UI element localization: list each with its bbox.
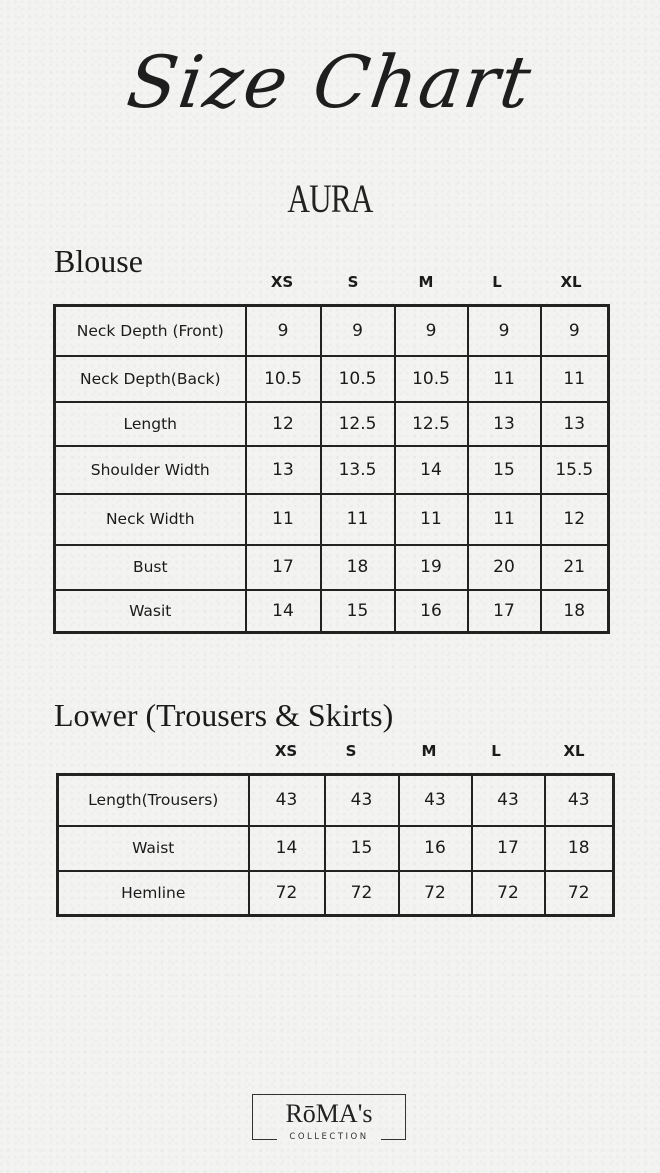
page-title: Size Chart [122,40,538,124]
table-row [55,306,609,356]
size-value-cell: 9 [541,306,609,356]
row-label: Neck Depth (Front) [55,306,246,356]
size-header: L [491,742,501,760]
size-value-cell: 21 [541,545,609,590]
table-row [55,446,609,494]
size-value-cell: 11 [321,494,395,545]
size-value-cell: 43 [545,775,614,826]
collection-name: AURA [287,176,373,221]
size-value-cell: 12.5 [321,402,395,446]
lower-section-title: Lower (Trousers & Skirts) [54,697,394,733]
size-value-cell: 11 [395,494,468,545]
table-row [55,545,609,590]
table-row [55,402,609,446]
size-value-cell: 15 [468,446,541,494]
row-label: Bust [55,545,246,590]
size-value-cell: 16 [399,826,472,871]
size-header: M [418,273,434,291]
size-value-cell: 13 [468,402,541,446]
row-label: Waist [58,826,249,871]
brand-logo [252,1094,406,1140]
blouse-size-table [53,304,610,634]
size-header: XS [274,742,298,760]
size-value-cell: 72 [399,871,472,916]
row-label: Shoulder Width [55,446,246,494]
size-value-cell: 9 [468,306,541,356]
size-value-cell: 9 [246,306,321,356]
size-value-cell: 11 [468,494,541,545]
logo-name: RōMA's [285,1099,373,1128]
size-value-cell: 15 [321,590,395,633]
size-header: L [492,273,502,291]
size-value-cell: 14 [246,590,321,633]
size-header: S [347,273,359,291]
size-value-cell: 10.5 [395,356,468,402]
size-value-cell: 10.5 [246,356,321,402]
size-header: M [421,742,437,760]
blouse-section-title: Blouse [54,243,143,279]
size-header: S [345,742,357,760]
size-value-cell: 16 [395,590,468,633]
table-row [55,356,609,402]
size-value-cell: 17 [472,826,545,871]
size-value-cell: 13 [541,402,609,446]
size-header: XL [563,742,585,760]
lower-size-table [56,773,615,917]
row-label: Length [55,402,246,446]
size-value-cell: 43 [325,775,399,826]
size-value-cell: 10.5 [321,356,395,402]
logo-tagline: COLLECTION [277,1132,381,1142]
size-value-cell: 43 [399,775,472,826]
size-value-cell: 18 [321,545,395,590]
size-value-cell: 9 [321,306,395,356]
size-value-cell: 18 [541,590,609,633]
size-value-cell: 15 [325,826,399,871]
table-row [55,494,609,545]
size-value-cell: 14 [395,446,468,494]
size-value-cell: 13 [246,446,321,494]
size-value-cell: 11 [468,356,541,402]
size-value-cell: 9 [395,306,468,356]
row-label: Hemline [58,871,249,916]
size-value-cell: 15.5 [541,446,609,494]
size-value-cell: 17 [246,545,321,590]
table-row [58,775,614,826]
size-value-cell: 18 [545,826,614,871]
size-value-cell: 43 [249,775,325,826]
size-value-cell: 12.5 [395,402,468,446]
row-label: Neck Depth(Back) [55,356,246,402]
size-value-cell: 72 [249,871,325,916]
size-value-cell: 12 [246,402,321,446]
row-label: Length(Trousers) [58,775,249,826]
size-value-cell: 12 [541,494,609,545]
size-value-cell: 43 [472,775,545,826]
table-row [55,590,609,633]
size-header: XL [560,273,582,291]
size-value-cell: 11 [246,494,321,545]
table-row [58,871,614,916]
size-value-cell: 72 [325,871,399,916]
table-row [58,826,614,871]
row-label: Neck Width [55,494,246,545]
size-value-cell: 13.5 [321,446,395,494]
size-value-cell: 17 [468,590,541,633]
size-value-cell: 11 [541,356,609,402]
size-value-cell: 19 [395,545,468,590]
row-label: Wasit [55,590,246,633]
size-value-cell: 72 [472,871,545,916]
size-value-cell: 14 [249,826,325,871]
size-header: XS [270,273,294,291]
size-value-cell: 20 [468,545,541,590]
size-value-cell: 72 [545,871,614,916]
